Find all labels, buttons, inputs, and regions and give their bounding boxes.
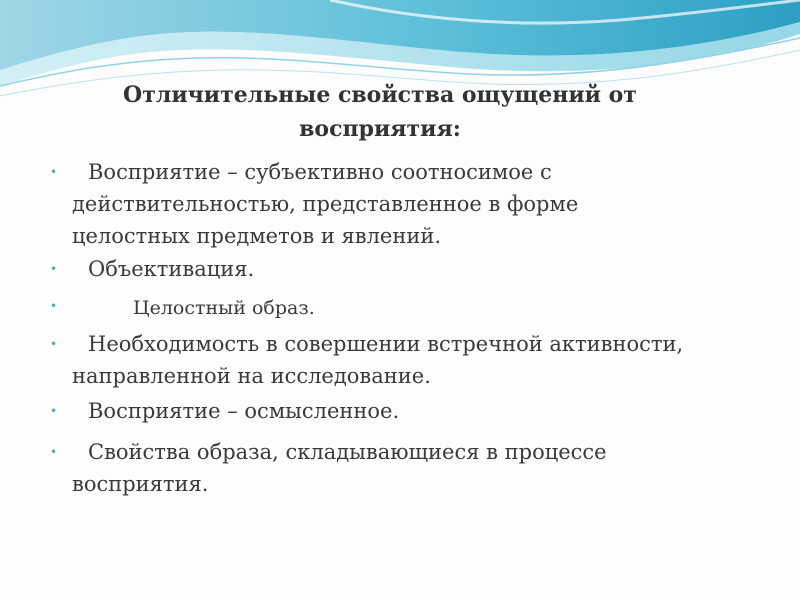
bullet-marker-icon: • [50,404,58,418]
slide-title-line-2: восприятия: [299,116,461,142]
bullet-text-line: Объективация. [88,257,255,281]
bullet-text-line: Восприятие – осмысленное. [88,399,400,423]
bullet-text-line: Свойства образа, складывающиеся в процессе [88,440,607,464]
bullet-text-line: восприятия. [72,472,209,496]
bullet-text-line: целостных предметов и явлений. [72,224,442,248]
bullet-text-line: Восприятие – субъективно соотносимое с [88,160,552,184]
bullet-marker-icon: • [50,262,58,276]
bullet-marker-icon: • [50,337,58,351]
bullet-text-line: направленной на исследование. [72,364,431,388]
slide-title [60,78,700,146]
bullet-text-line: действительностью, представленное в форме [72,192,579,216]
slide-title-line-1: Отличительные свойства ощущений от [123,82,637,108]
bullet-marker-icon: • [50,299,58,313]
bullet-marker-icon: • [50,165,58,179]
bullet-text-line: Необходимость в совершении встречной активности, [88,332,684,356]
bullet-marker-icon: • [50,445,58,459]
bullet-text-line: Целостный образ. [133,297,315,319]
